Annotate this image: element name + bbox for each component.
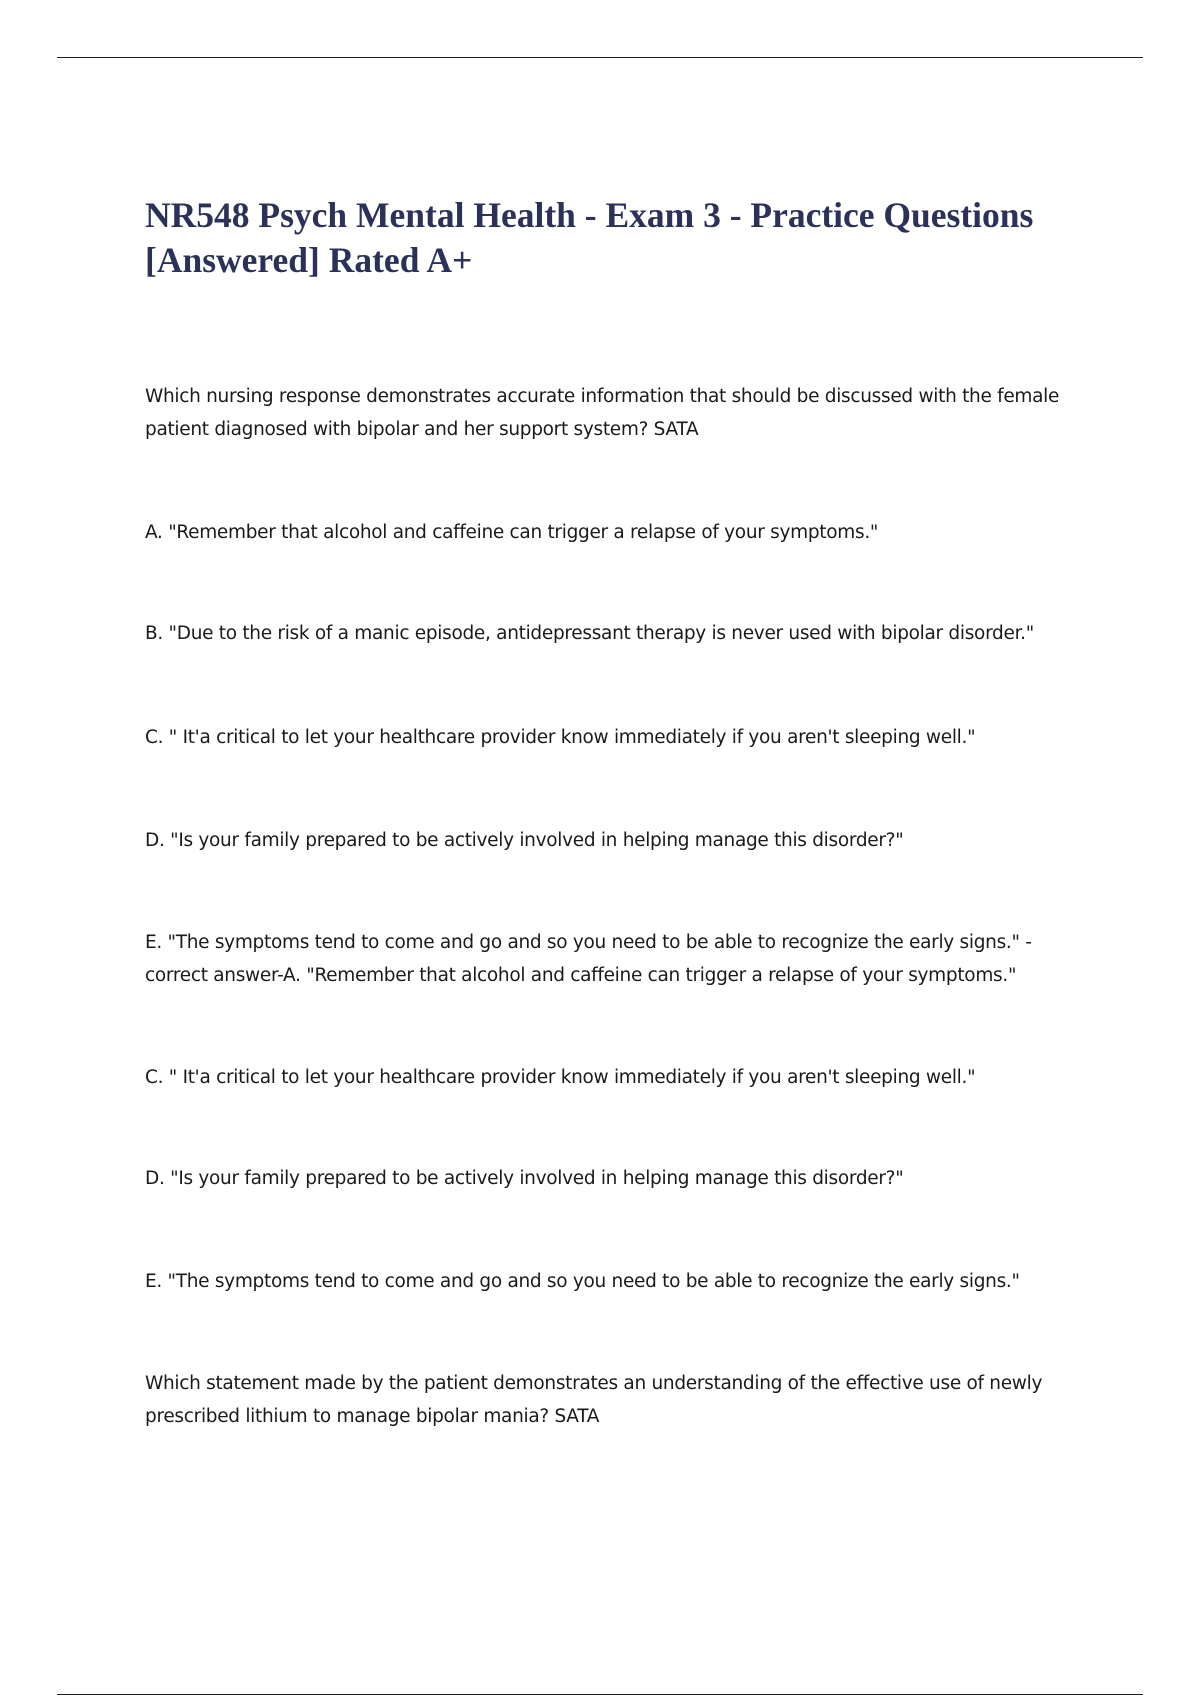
question-1-line-1: Which nursing response demonstrates accurate information that should be discussed with the female xyxy=(145,386,1060,407)
question-1-option-b: B. "Due to the risk of a manic episode, antidepressant therapy is never used with bipolar disorder." xyxy=(145,623,1034,644)
title-line-2: [Answered] Rated A+ xyxy=(145,240,473,280)
answer-c: C. " It'a critical to let your healthcare provider know immediately if you aren't sleeping well." xyxy=(145,1067,976,1088)
question-1-option-e xyxy=(145,927,1085,992)
question-2-line-2: prescribed lithium to manage bipolar mania? SATA xyxy=(145,1405,600,1427)
question-1-line-2: patient diagnosed with bipolar and her support system? SATA xyxy=(145,418,699,440)
bottom-divider xyxy=(57,1694,1143,1695)
answer-d: D. "Is your family prepared to be actively involved in helping manage this disorder?" xyxy=(145,1168,904,1189)
top-divider xyxy=(57,57,1143,58)
answer-e: E. "The symptoms tend to come and go and so you need to be able to recognize the early signs." xyxy=(145,1271,1020,1292)
question-1-option-a: A. "Remember that alcohol and caffeine can trigger a relapse of your symptoms." xyxy=(145,522,879,543)
title-line-1: NR548 Psych Mental Health - Exam 3 - Practice Questions xyxy=(145,195,1034,235)
question-1-option-d: D. "Is your family prepared to be actively involved in helping manage this disorder?" xyxy=(145,830,904,851)
question-1-stem xyxy=(145,381,1085,446)
question-2-line-1: Which statement made by the patient demonstrates an understanding of the effective use of newly xyxy=(145,1373,1043,1394)
question-1-option-c: C. " It'a critical to let your healthcare provider know immediately if you aren't sleeping well." xyxy=(145,727,976,748)
correct-answer-line: correct answer-A. "Remember that alcohol and caffeine can trigger a relapse of your symptoms." xyxy=(145,964,1017,986)
document-title xyxy=(145,193,1105,283)
question-2-stem xyxy=(145,1368,1085,1433)
option-e-line-1: E. "The symptoms tend to come and go and so you need to be able to recognize the early signs." - xyxy=(145,932,1032,953)
